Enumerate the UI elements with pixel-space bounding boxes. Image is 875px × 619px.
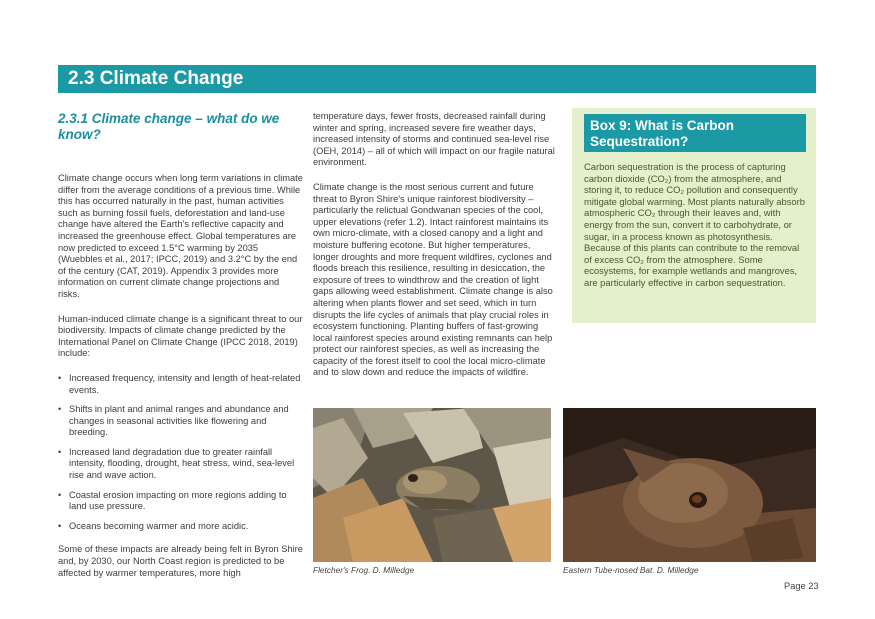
list-item: • Coastal erosion impacting on more regions adding to land use pressure.	[58, 489, 287, 512]
bat-photo-caption: Eastern Tube-nosed Bat. D. Milledge	[563, 565, 699, 575]
page-number: Page 23	[784, 581, 819, 591]
section-header-bar	[58, 65, 816, 93]
left-column	[58, 111, 303, 592]
bullet-icon: •	[58, 404, 62, 415]
list-item: • Shifts in plant and animal ranges and abundance and changes in seasonal activities like flowering and breeding.	[58, 404, 289, 438]
impacts-intro-paragraph: Human-induced climate change is a significant threat to our biodiversity. Impacts of climate change predicted by the International Panel on Climate Change (IPCC 2018, 2019) include:	[58, 313, 303, 359]
intro-paragraph: Climate change occurs when long term variations in climate differ from the average conditions of a previous time. While this has occurred naturally in the past, human activities such as burning fossil fuels, deforestation and land-use change have altered the Earth's reflective capacity and increased the greenhouse effect. Global temperatures are now predicted to exceed 1.5°C warming by 2035 (Wuebbles et al., 2017; IPCC, 2019) and 3.2°C by the end of the century (CAT, 2019). Appendix 3 provides more information on current climate change projections and risks.	[58, 173, 303, 299]
rainforest-threat-paragraph: Climate change is the most serious current and future threat to Byron Shire's unique rainforest biodiversity – particularly the relictual Gondwanan species of the cool, upper elevations (refer 1.2). Intact rainforest maintains its own micro-climate, with a closed canopy and a light and moisture buffering ecotone. But higher temperatures, longer droughts and more frequent wildfires, cyclones and floods breach this resilience, resulting in desiccation, the exposure of trees to windthrow and the creation of light gaps allowing weed establishment. Climate change is also altering when plants flower and set seed, which in turn disrupts the life cycles of animals that play crucial roles in ecosystem functioning. Planting buffers of fast-growing local rainforest species around existing remnants can help protect our rainforest species, as well as increasing the capacity of the forest itself to cool the local micro-climate and to slow down and reduce the impacts of wildfire.	[313, 181, 553, 378]
middle-column	[313, 111, 558, 392]
frog-photo	[313, 408, 551, 562]
list-item: • Increased land degradation due to greater rainfall intensity, flooding, drought, heat stress, wind, sea-level rise and wave action.	[58, 446, 295, 481]
list-item: • Increased frequency, intensity and length of heat-related events.	[58, 372, 301, 395]
frog-photo-image	[313, 408, 551, 562]
bullet-icon: •	[58, 520, 62, 531]
continued-paragraph: temperature days, fewer frosts, decreased rainfall during winter and spring, increased severe fire weather days, increased intensity of storms and continued sea-level rise (OEH, 2014) – all of which will impact on our fragile natural environment.	[313, 111, 555, 168]
bullet-icon: •	[58, 372, 62, 383]
section-header-title: 2.3 Climate Change	[68, 68, 244, 89]
subsection-title: 2.3.1 Climate change – what do we know?	[58, 111, 280, 142]
bullet-icon: •	[58, 446, 62, 457]
info-box-text: Carbon sequestration is the process of capturing carbon dioxide (CO₂) from the atmosphere, and storing it, to reduce CO₂ pollution and consequently mitigate global warming. Most plants naturally absorb atmospheric CO₂ through their leaves and, with energy from the sun, convert it to carbohydrate, or sugar, in a process known as photosynthesis. Because of this plants can contribute to the removal of excess CO₂ from the atmosphere. Some ecosystems, for example wetlands and mangroves, are particularly effective in carbon sequestration.	[584, 161, 805, 288]
info-box-carbon-sequestration	[572, 108, 816, 323]
bullet-icon: •	[58, 489, 62, 500]
info-box-title-bar	[584, 114, 806, 152]
info-box-title: Box 9: What is Carbon Sequestration?	[590, 118, 735, 149]
impacts-list	[58, 373, 303, 533]
local-impacts-paragraph: Some of these impacts are already being felt in Byron Shire and, by 2030, our North Coast region is predicted to be affected by warmer temperatures, more high	[58, 544, 303, 578]
bat-photo-image	[563, 408, 816, 562]
frog-photo-caption: Fletcher's Frog. D. Milledge	[313, 565, 415, 575]
bat-photo	[563, 408, 816, 562]
list-item: • Oceans becoming warmer and more acidic.	[58, 520, 249, 531]
